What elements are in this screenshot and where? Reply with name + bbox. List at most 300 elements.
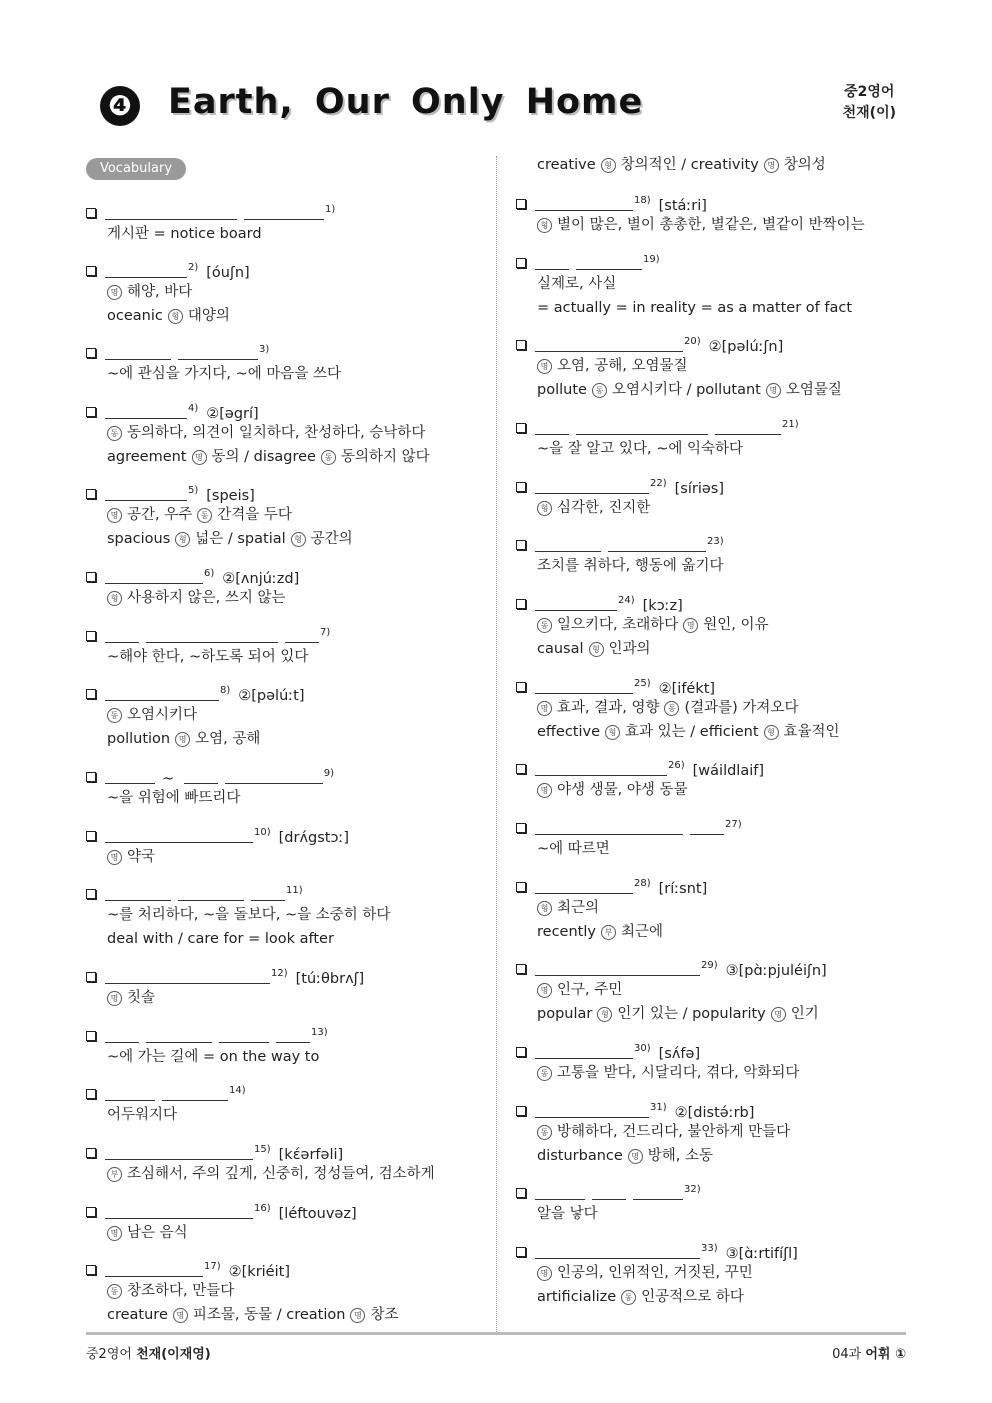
definition-line [86,903,466,927]
part-of-speech-icon: 명 [107,508,122,523]
item-number: 7) [320,627,331,638]
vocab-question-line [86,821,466,845]
checkbox-icon[interactable] [86,208,96,218]
pronunciation: ②[ʌnjúːzd] [222,571,300,587]
vocab-item [86,762,466,810]
vocab-question-line [86,198,466,222]
answer-blank[interactable] [105,404,187,419]
definition-line [86,222,466,246]
item-number: 16) [254,1203,271,1214]
part-of-speech-icon: 동 [107,708,122,723]
item-number: 10) [254,827,271,838]
definition-text: 오염시키다 [127,707,198,723]
definition-text: 방해하다, 건드리다, 불안하게 만들다 [557,1124,791,1140]
answer-blank[interactable] [146,628,278,643]
item-number: 1) [325,204,336,215]
checkbox-icon[interactable] [516,540,526,550]
checkbox-icon[interactable] [86,1207,96,1217]
vocab-question-line [86,1079,466,1103]
checkbox-icon[interactable] [86,489,96,499]
part-of-speech-icon: 명 [107,850,122,865]
definition-line [516,1120,896,1144]
answer-blank[interactable] [105,263,187,278]
definition-line [86,645,466,669]
part-of-speech-icon: 명 [173,1308,188,1323]
definition-line [516,920,896,944]
vocab-question-line [86,479,466,503]
definition-line [516,213,896,237]
answer-blank[interactable] [535,1103,649,1118]
vocab-item [516,813,896,861]
answer-blank[interactable] [285,628,319,643]
answer-blank[interactable] [184,769,218,784]
vocab-item [86,1255,466,1327]
definition-text: 별이 많은, 별이 총총한, 별같은, 별같이 반짝이는 [557,217,865,233]
checkbox-icon[interactable] [86,972,96,982]
definition-text: 원인, 이유 [703,617,769,633]
definition-text: 실제로, 사실 [537,276,617,292]
definition-text: 피조물, 동물 / creation [192,1307,346,1323]
answer-blank[interactable] [535,596,617,611]
answer-blank[interactable] [105,1086,155,1101]
vocab-item [86,397,466,469]
definition-text: 오염, 공해, 오염물질 [557,358,688,374]
definition-text: ~을 위험에 빠뜨리다 [107,790,241,806]
answer-blank[interactable] [633,1185,683,1200]
item-number: 13) [311,1027,328,1038]
definition-line [86,586,466,610]
part-of-speech-icon: 명 [537,783,552,798]
vocab-item [86,256,466,328]
definition-line [86,727,466,751]
part-of-speech-icon: 형 [175,532,190,547]
pronunciation: [wáildlaif] [692,763,765,779]
definition-line [86,1221,466,1245]
pronunciation: ③[pɑ̀ːpjuléiʃn] [725,963,827,979]
part-of-speech-icon: 형 [168,309,183,324]
item-number: 19) [643,254,660,265]
checkbox-icon[interactable] [516,1247,526,1257]
chapter-number-badge: ❹ [100,86,140,126]
definition-text: disturbance [537,1148,623,1164]
definition-line [86,1303,466,1327]
checkbox-icon[interactable] [86,348,96,358]
answer-blank[interactable] [576,420,708,435]
definition-text: deal with / care for = look after [107,931,334,947]
vocab-question-line [86,562,466,586]
answer-blank[interactable] [105,569,203,584]
vocab-item [86,879,466,951]
checkbox-icon[interactable] [516,199,526,209]
item-number: 33) [701,1243,718,1254]
pronunciation: ②[pəlúːt] [238,688,305,704]
vocab-item [516,413,896,461]
checkbox-icon[interactable] [86,407,96,417]
definition-line [516,778,896,802]
answer-blank[interactable] [105,345,171,360]
definition-text: oceanic [107,308,163,324]
definition-text: 인구, 주민 [557,982,623,998]
item-number: 26) [668,760,685,771]
footer-left [86,1343,211,1362]
pronunciation: [léftouvəz] [278,1206,357,1222]
item-number: 9) [323,768,335,779]
checkbox-icon[interactable] [86,689,96,699]
answer-blank[interactable] [105,1028,139,1043]
answer-blank[interactable] [146,1028,212,1043]
item-number: 15) [254,1144,271,1155]
vocab-question-line [516,530,896,554]
vocab-question-line [516,413,896,437]
item-number: 23) [707,536,724,547]
part-of-speech-icon: 명 [537,701,552,716]
answer-blank[interactable] [535,255,569,270]
part-of-speech-icon: 부 [601,925,616,940]
checkbox-icon[interactable] [516,823,526,833]
part-of-speech-icon: 부 [107,1167,122,1182]
pronunciation: [óuʃn] [206,265,250,281]
definition-text: 간격을 두다 [217,507,292,523]
checkbox-icon[interactable] [516,423,526,433]
footer-publisher: 천재(이재영) [136,1347,211,1362]
vocab-item [516,954,896,1026]
definition-text: 최근의 [557,900,600,916]
answer-blank[interactable] [105,769,155,784]
part-of-speech-icon: 명 [683,618,698,633]
checkbox-icon[interactable] [86,831,96,841]
checkbox-icon[interactable] [516,682,526,692]
item-number: 29) [701,960,718,971]
definition-text: 해양, 바다 [127,284,193,300]
checkbox-icon[interactable] [516,340,526,350]
vocab-question-line [516,189,896,213]
definition-line [516,696,896,720]
checkbox-icon[interactable] [516,882,526,892]
definition-text: 오염, 공해 [195,731,261,747]
part-of-speech-icon: 동 [537,1066,552,1081]
definition-text: artificialize [537,1289,617,1305]
part-of-speech-icon: 동 [621,1290,636,1305]
item-number: 14) [229,1085,246,1096]
item-number: 18) [634,195,651,206]
definition-line [516,837,896,861]
answer-blank[interactable] [105,886,171,901]
item-number: 21) [782,419,799,430]
definition-text: pollute [537,382,587,398]
item-number: 3) [259,344,270,355]
definition-line [516,272,896,296]
definition-text: creature [107,1307,168,1323]
answer-blank[interactable] [535,820,683,835]
definition-text: 일으키다, 초래하다 [557,617,679,633]
answer-blank[interactable] [105,1262,203,1277]
part-of-speech-icon: 동 [664,701,679,716]
definition-text: 고통을 받다, 시달리다, 겪다, 악화되다 [557,1065,800,1081]
answer-blank[interactable] [535,1185,585,1200]
definition-line [516,978,896,1002]
answer-blank[interactable] [178,345,258,360]
pronunciation: ②[ifékt] [658,681,716,697]
answer-blank[interactable] [608,537,706,552]
vocab-item [516,589,896,661]
vocab-question-line [516,1178,896,1202]
vocab-question-line [516,1037,896,1061]
answer-blank[interactable] [535,479,649,494]
checkbox-icon[interactable] [516,258,526,268]
definition-line [86,703,466,727]
definition-text: 창조 [370,1307,399,1323]
definition-text: 창의성 [783,157,826,173]
vocab-item [516,1237,896,1309]
answer-blank[interactable] [105,969,270,984]
vocab-item [86,198,466,246]
part-of-speech-icon: 동 [321,450,336,465]
part-of-speech-icon: 형 [537,501,552,516]
vocab-item [516,248,896,320]
vocab-question-line [516,954,896,978]
definition-text: agreement [107,449,187,465]
vocab-item [516,1096,896,1168]
answer-blank[interactable] [105,628,139,643]
vocab-question-line [86,1197,466,1221]
pronunciation: [túːθbrʌʃ] [295,971,365,987]
item-number: 28) [634,878,651,889]
vocab-item [516,754,896,802]
answer-blank[interactable] [535,1044,633,1059]
definition-text: 어두워지다 [107,1107,178,1123]
part-of-speech-icon: 동 [107,1284,122,1299]
definition-line [516,496,896,520]
checkbox-icon[interactable] [86,631,96,641]
definition-text: 조치를 취하다, 행동에 옮기다 [537,558,724,574]
vocab-item [86,1021,466,1069]
item-number: 20) [684,336,701,347]
definition-line [516,153,896,177]
definition-text: 인기 [790,1006,819,1022]
answer-blank[interactable] [105,486,187,501]
vocab-question-line [86,397,466,421]
footer-right [832,1343,906,1362]
vocab-question-line [516,589,896,613]
checkbox-icon[interactable] [516,964,526,974]
book-info [843,82,896,124]
checkbox-icon[interactable] [86,1031,96,1041]
definition-text: 동의하다, 의견이 일치하다, 찬성하다, 승낙하다 [127,425,426,441]
item-number: 5) [188,485,199,496]
definition-line [86,845,466,869]
answer-blank[interactable] [162,1086,228,1101]
definition-text: ~에 가는 길에 = on the way to [107,1049,320,1065]
checkbox-icon[interactable] [516,482,526,492]
definition-line [516,554,896,578]
item-number: 27) [725,819,742,830]
vocab-item [516,872,896,944]
definition-line [516,1202,896,1226]
definition-line [86,927,466,951]
definition-line [516,1261,896,1285]
definition-text: 인공적으로 하다 [641,1289,744,1305]
vocab-item [516,672,896,744]
answer-blank[interactable] [178,886,244,901]
vocab-item [516,153,896,177]
answer-blank[interactable] [251,886,285,901]
checkbox-icon[interactable] [86,1148,96,1158]
vocab-item [86,1138,466,1186]
definition-text: 약국 [127,849,156,865]
definition-line [516,378,896,402]
page-header [100,82,900,132]
answer-blank[interactable] [690,820,724,835]
definition-line [86,1279,466,1303]
definition-text: 최근에 [620,924,663,940]
vocab-item [86,1079,466,1127]
item-number: 17) [204,1261,221,1272]
definition-text: ~해야 한다, ~하도록 되어 있다 [107,649,309,665]
vocab-item [86,1197,466,1245]
pronunciation: [kέərfəli] [278,1147,344,1163]
section-badge: Vocabulary [86,158,186,180]
vocab-question-line [516,754,896,778]
definition-text: creative [537,157,596,173]
part-of-speech-icon: 동 [592,383,607,398]
answer-blank[interactable] [535,961,700,976]
answer-blank[interactable] [576,255,642,270]
vocab-item [516,472,896,520]
pronunciation: [sʌ́fə] [658,1046,701,1062]
answer-blank[interactable] [225,769,323,784]
answer-blank[interactable] [219,1028,269,1043]
definition-line [516,613,896,637]
checkbox-icon[interactable] [86,772,96,782]
checkbox-icon[interactable] [516,1188,526,1198]
definition-text: ~에 관심을 가지다, ~에 마음을 쓰다 [107,366,342,382]
answer-blank[interactable] [244,205,324,220]
definition-text: 대양의 [187,308,230,324]
part-of-speech-icon: 명 [537,359,552,374]
answer-blank[interactable] [715,420,781,435]
vocab-question-line [516,672,896,696]
publisher-label: 천재(이) [842,105,896,121]
definition-text: 야생 생물, 야생 동물 [557,782,688,798]
part-of-speech-icon: 명 [350,1308,365,1323]
pronunciation: [ríːsnt] [658,881,708,897]
checkbox-icon[interactable] [86,1265,96,1275]
answer-blank[interactable] [276,1028,310,1043]
definition-line [86,1103,466,1127]
vocab-question-line [86,256,466,280]
answer-blank[interactable] [535,679,633,694]
definition-text: pollution [107,731,171,747]
vocab-item [516,530,896,578]
item-number: 6) [204,568,215,579]
checkbox-icon[interactable] [86,889,96,899]
answer-blank[interactable] [535,337,683,352]
definition-text: 남은 음식 [127,1225,188,1241]
definition-text: 인기 있는 / popularity [617,1006,766,1022]
definition-text: 알을 낳다 [537,1206,598,1222]
vocab-item [86,821,466,869]
part-of-speech-icon: 명 [107,1226,122,1241]
pronunciation: ②[əgrí] [206,406,259,422]
answer-blank[interactable] [535,1244,700,1259]
tilde-text: ~ [162,771,179,787]
checkbox-icon[interactable] [516,599,526,609]
answer-blank[interactable] [105,1145,253,1160]
part-of-speech-icon: 명 [537,983,552,998]
vocab-question-line [86,962,466,986]
answer-blank[interactable] [105,686,219,701]
vocab-question-line [86,1138,466,1162]
checkbox-icon[interactable] [516,764,526,774]
vocab-question-line [86,879,466,903]
part-of-speech-icon: 동 [197,508,212,523]
part-of-speech-icon: 형 [537,218,552,233]
definition-text: 게시판 = notice board [107,226,262,242]
checkbox-icon[interactable] [516,1047,526,1057]
definition-text: 효율적인 [783,724,840,740]
definition-line [86,1045,466,1069]
part-of-speech-icon: 형 [537,901,552,916]
definition-text: 오염물질 [785,382,842,398]
answer-blank[interactable] [105,828,253,843]
vocab-question-line [516,872,896,896]
answer-blank[interactable] [535,879,633,894]
pronunciation: [speis] [206,488,255,504]
footer-section: 어휘 ① [865,1347,906,1362]
definition-line [516,354,896,378]
item-number: 11) [286,885,303,896]
definition-text: 창의적인 / creativity [620,157,759,173]
item-number: 30) [634,1043,651,1054]
page-title: Earth, Our Only Home [168,82,644,122]
part-of-speech-icon: 형 [764,725,779,740]
part-of-speech-icon: 명 [771,1007,786,1022]
answer-blank[interactable] [535,420,569,435]
vocab-question-line [86,1255,466,1279]
part-of-speech-icon: 명 [107,991,122,1006]
definition-line [516,1144,896,1168]
footer-lesson: 04과 [832,1347,866,1362]
definition-text: 인공의, 인위적인, 거짓된, 꾸민 [557,1265,753,1281]
answer-blank[interactable] [535,761,667,776]
pronunciation: ③[ɑ̀ːrtifíʃl] [725,1246,798,1262]
definition-text: 넓은 / spatial [195,531,286,547]
part-of-speech-icon: 명 [107,285,122,300]
vocab-question-line [86,338,466,362]
item-number: 24) [618,595,635,606]
answer-blank[interactable] [535,537,601,552]
answer-blank[interactable] [592,1185,626,1200]
item-number: 25) [634,678,651,689]
definition-line [516,437,896,461]
definition-line [516,1061,896,1085]
definition-line [86,503,466,527]
footer-book: 중2영어 [86,1347,137,1362]
checkbox-icon[interactable] [86,266,96,276]
definition-text: ~에 따르면 [537,841,610,857]
item-number: 22) [650,478,667,489]
answer-blank[interactable] [105,205,237,220]
answer-blank[interactable] [105,1204,253,1219]
pronunciation: ②[pəlúːʃn] [708,339,784,355]
checkbox-icon[interactable] [86,572,96,582]
grade-label: 중2영어 [844,84,895,100]
definition-line [86,280,466,304]
checkbox-icon[interactable] [516,1106,526,1116]
checkbox-icon[interactable] [86,1089,96,1099]
definition-text: popular [537,1006,593,1022]
answer-blank[interactable] [535,196,633,211]
